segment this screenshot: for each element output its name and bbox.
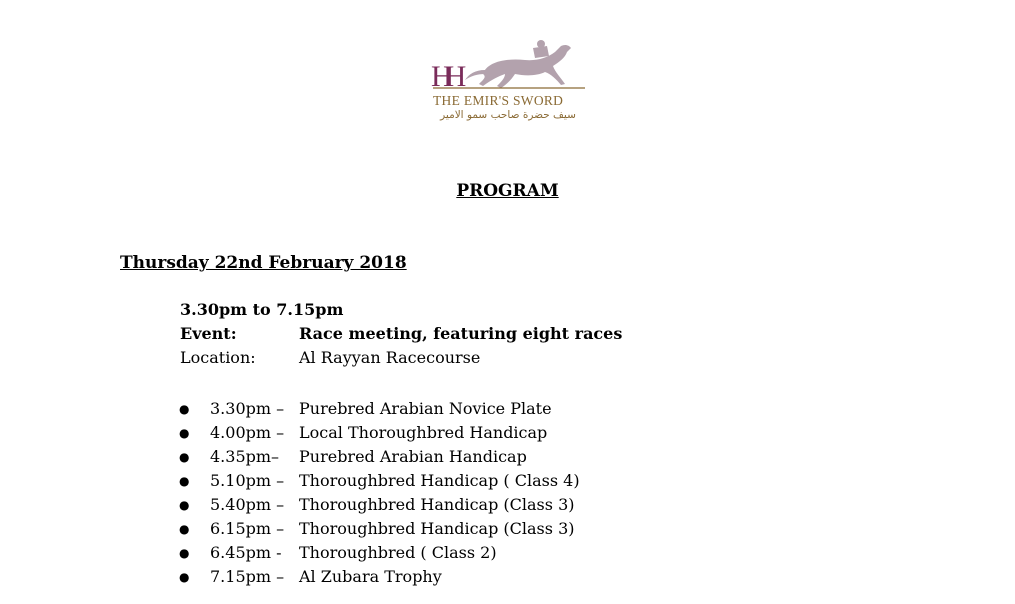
race-time: 5.40pm – — [210, 495, 285, 514]
race-time: 7.15pm – — [210, 567, 285, 586]
race-name: Thoroughbred Handicap (Class 3) — [299, 519, 575, 538]
logo-mark: HH — [431, 60, 459, 93]
race-name: Purebred Arabian Novice Plate — [299, 399, 552, 418]
page-title: PROGRAM — [456, 181, 559, 201]
bullet-icon: ● — [179, 402, 190, 416]
bullet-icon: ● — [179, 498, 190, 512]
race-time: 4.00pm – — [210, 423, 285, 442]
event-value: Race meeting, featuring eight races — [299, 324, 623, 343]
logo-arabic-title: سيف حضرة صاحب سمو الامير — [440, 109, 576, 121]
race-time: 3.30pm – — [210, 399, 285, 418]
bullet-icon: ● — [179, 546, 190, 560]
event-label: Event: — [180, 324, 237, 343]
race-time: 6.15pm – — [210, 519, 285, 538]
bullet-icon: ● — [179, 522, 190, 536]
bullet-icon: ● — [179, 474, 190, 488]
event-logo — [425, 32, 605, 132]
race-name: Thoroughbred ( Class 2) — [299, 543, 497, 562]
race-name: Thoroughbred Handicap ( Class 4) — [299, 471, 580, 490]
race-name: Thoroughbred Handicap (Class 3) — [299, 495, 575, 514]
race-name: Al Zubara Trophy — [299, 567, 442, 586]
race-time: 5.10pm – — [210, 471, 285, 490]
location-label: Location: — [180, 348, 256, 367]
race-time: 6.45pm - — [210, 543, 282, 562]
location-value: Al Rayyan Racecourse — [299, 348, 481, 367]
bullet-icon: ● — [179, 450, 190, 464]
event-time-range: 3.30pm to 7.15pm — [180, 300, 344, 319]
race-time: 4.35pm– — [210, 447, 280, 466]
bullet-icon: ● — [179, 426, 190, 440]
bullet-icon: ● — [179, 570, 190, 584]
logo-title: THE EMIR'S SWORD — [433, 93, 564, 108]
race-name: Purebred Arabian Handicap — [299, 447, 527, 466]
event-date: Thursday 22nd February 2018 — [120, 253, 407, 273]
race-name: Local Thoroughbred Handicap — [299, 423, 548, 442]
